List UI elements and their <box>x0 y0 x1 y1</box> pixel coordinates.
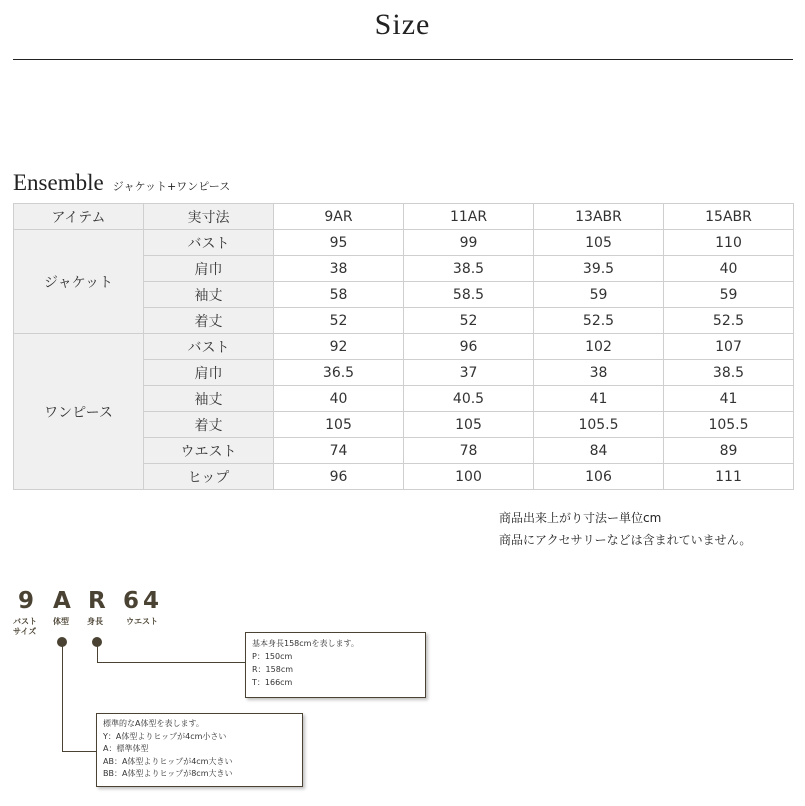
table-row <box>14 334 794 360</box>
title-divider <box>13 59 793 60</box>
header-cell-measure: 実寸法 <box>144 204 274 230</box>
size-code-waist: 64 <box>123 588 164 614</box>
code-label-height: 身長 <box>87 617 103 626</box>
value-cell: 38 <box>274 256 404 282</box>
value-cell: 40 <box>274 386 404 412</box>
page-title: Size <box>374 8 431 41</box>
value-cell: 38 <box>534 360 664 386</box>
measure-label: 袖丈 <box>144 282 274 308</box>
size-code-bodytype: A <box>53 588 71 614</box>
value-cell: 106 <box>534 464 664 490</box>
connector-line <box>97 645 98 662</box>
bodytype-info-box: 標準的なA体型を表します。 Y：A体型よりヒップが4cm小さい A：標準体型 AB：A体型よりヒップが4cm大きい BB：A体型よりヒップが8cm大きい <box>96 713 303 787</box>
value-cell: 59 <box>534 282 664 308</box>
size-table <box>13 203 794 490</box>
value-cell: 41 <box>534 386 664 412</box>
value-cell: 52.5 <box>664 308 794 334</box>
connector-line <box>97 662 245 663</box>
group-cell-onepiece: ワンピース <box>14 334 144 490</box>
header-cell-size: 13ABR <box>534 204 664 230</box>
value-cell: 92 <box>274 334 404 360</box>
value-cell: 58 <box>274 282 404 308</box>
measure-label: 肩巾 <box>144 360 274 386</box>
value-cell: 105 <box>534 230 664 256</box>
measure-label: ウエスト <box>144 438 274 464</box>
value-cell: 84 <box>534 438 664 464</box>
connector-line <box>62 751 96 752</box>
measure-label: バスト <box>144 334 274 360</box>
measure-label: バスト <box>144 230 274 256</box>
value-cell: 100 <box>404 464 534 490</box>
value-cell: 40 <box>664 256 794 282</box>
note-line: 商品にアクセサリーなどは含まれていません。 <box>499 533 752 547</box>
value-cell: 74 <box>274 438 404 464</box>
value-cell: 40.5 <box>404 386 534 412</box>
header-cell-size: 9AR <box>274 204 404 230</box>
value-cell: 52 <box>404 308 534 334</box>
value-cell: 52 <box>274 308 404 334</box>
value-cell: 99 <box>404 230 534 256</box>
value-cell: 95 <box>274 230 404 256</box>
value-cell: 38.5 <box>664 360 794 386</box>
measure-label: 袖丈 <box>144 386 274 412</box>
value-cell: 105.5 <box>534 412 664 438</box>
value-cell: 102 <box>534 334 664 360</box>
value-cell: 59 <box>664 282 794 308</box>
measure-label: 着丈 <box>144 412 274 438</box>
value-cell: 39.5 <box>534 256 664 282</box>
value-cell: 37 <box>404 360 534 386</box>
section-title: Ensemble <box>13 170 104 195</box>
code-label-bodytype: 体型 <box>53 617 69 626</box>
table-header-row <box>14 204 794 230</box>
code-label-waist: ウエスト <box>126 617 158 626</box>
group-cell-jacket: ジャケット <box>14 230 144 334</box>
size-code-height: R <box>88 588 106 614</box>
value-cell: 105 <box>404 412 534 438</box>
value-cell: 52.5 <box>534 308 664 334</box>
value-cell: 78 <box>404 438 534 464</box>
value-cell: 96 <box>404 334 534 360</box>
value-cell: 36.5 <box>274 360 404 386</box>
value-cell: 105 <box>274 412 404 438</box>
measure-label: 着丈 <box>144 308 274 334</box>
value-cell: 111 <box>664 464 794 490</box>
header-cell-size: 15ABR <box>664 204 794 230</box>
notes <box>499 507 751 551</box>
header-cell-item: アイテム <box>14 204 144 230</box>
connector-line <box>62 645 63 751</box>
table-row <box>14 230 794 256</box>
value-cell: 38.5 <box>404 256 534 282</box>
value-cell: 105.5 <box>664 412 794 438</box>
code-label-bust: バスト サイズ <box>13 617 37 636</box>
note-line: 商品出来上がり寸法ー単位cm <box>499 511 662 525</box>
value-cell: 96 <box>274 464 404 490</box>
value-cell: 41 <box>664 386 794 412</box>
value-cell: 107 <box>664 334 794 360</box>
measure-label: 肩巾 <box>144 256 274 282</box>
value-cell: 110 <box>664 230 794 256</box>
value-cell: 58.5 <box>404 282 534 308</box>
section-heading <box>13 170 230 196</box>
section-subtitle: ジャケット+ワンピース <box>112 180 231 193</box>
value-cell: 89 <box>664 438 794 464</box>
header-cell-size: 11AR <box>404 204 534 230</box>
height-info-box: 基本身長158cmを表します。 P：150cm R：158cm T：166cm <box>245 632 426 698</box>
size-code-bust: 9 <box>18 588 35 614</box>
measure-label: ヒップ <box>144 464 274 490</box>
